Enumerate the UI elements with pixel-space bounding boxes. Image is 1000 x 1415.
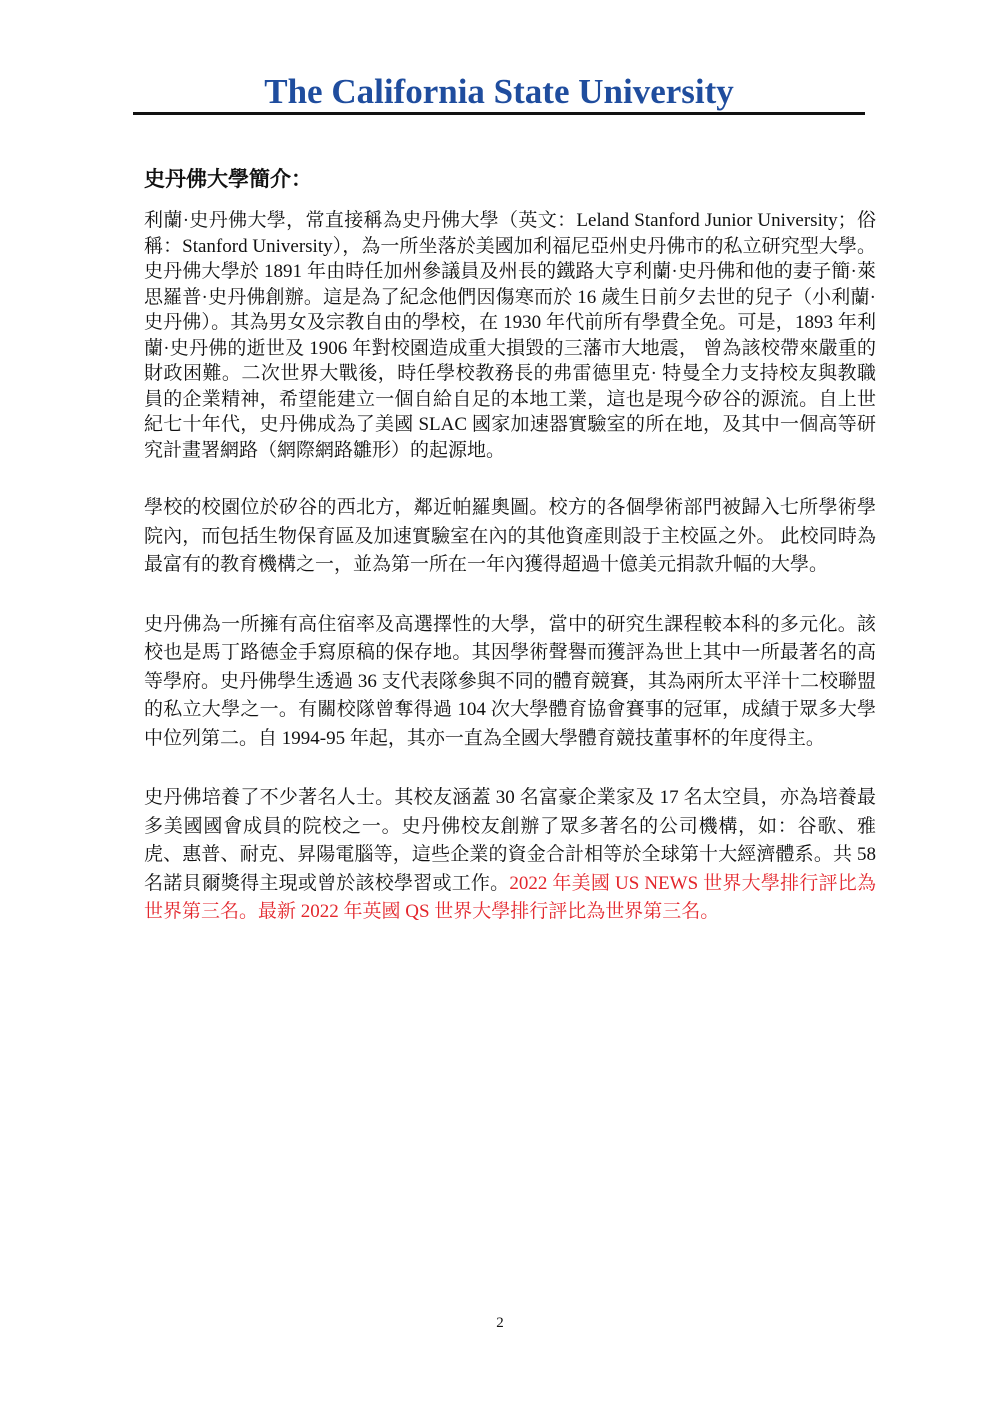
document-body	[144, 164, 876, 958]
header-title: The California State University	[264, 72, 734, 111]
paragraph-history: 利蘭·史丹佛大學，常直接稱為史丹佛大學（英文：Leland Stanford Junior University；俗稱：Stanford University），為一所坐落於美國加利福尼亞州史丹佛市的私立研究型大學。史丹佛大學於 1891 年由時任加州參議員及州長的鐵路大亨利蘭·史丹佛和他的妻子簡·萊思羅普·史丹佛創辦。這是為了紀念他們因傷寒而於 16 歲生日前夕去世的兒子（小利蘭·史丹佛）。其為男女及宗教自由的學校，在 1930 年代前所有學費全免。可是，1893 年利蘭·史丹佛的逝世及 1906 年對校園造成重大損毀的三藩市大地震， 曾為該校帶來嚴重的財政困難。二次世界大戰後，時任學校教務長的弗雷德里克· 特曼全力支持校友與教職員的企業精神，希望能建立一個自給自足的本地工業，這也是現今矽谷的源流。自上世紀七十年代，史丹佛成為了美國 SLAC 國家加速器實驗室的所在地，及其中一個高等研究計畫署網路（網際網路雛形）的起源地。	[144, 210, 876, 461]
alumni-text: 史丹佛培養了不少著名人士。其校友涵蓋 30 名富豪企業家及 17 名太空員，亦為培養最多美國國會成員的院校之一。史丹佛校友創辦了眾多著名的公司機構，如：谷歌、雅虎、惠普、耐克、昇陽電腦等，這些企業的資金合計相等於全球第十大經濟體系。共 58 名諾貝爾獎得主現或曾於該校學習或工作。	[144, 787, 876, 894]
page-header	[133, 70, 865, 115]
section-heading: 史丹佛大學簡介：	[144, 167, 312, 191]
ranking-highlight: 2022 年美國 US NEWS 世界大學排行評比為世界第三名。最新 2022 年英國 QS 世界大學排行評比為世界第三名。	[144, 872, 876, 922]
paragraph-alumni	[144, 784, 876, 927]
paragraph-academics: 史丹佛為一所擁有高住宿率及高選擇性的大學，當中的研究生課程較本科的多元化。該校也是馬丁路德金手寫原稿的保存地。其因學術聲譽而獲評為世上其中一所最著名的高等學府。史丹佛學生透過 36 支代表隊參與不同的體育競賽，其為兩所太平洋十二校聯盟的私立大學之一。有關校隊曾奪得過 104 次大學體育協會賽事的冠軍，成績于眾多大學中位列第二。自 1994-95 年起，其亦一直為全國大學體育競技董事杯的年度得主。	[144, 613, 876, 749]
page-number: 2	[496, 1315, 504, 1331]
paragraph-campus: 學校的校園位於矽谷的西北方，鄰近帕羅奧圖。校方的各個學術部門被歸入七所學術學院內，而包括生物保育區及加速實驗室在內的其他資產則設于主校區之外。 此校同時為最富有的教育機構之一，並為第一所在一年內獲得超過十億美元捐款升幅的大學。	[144, 497, 876, 575]
